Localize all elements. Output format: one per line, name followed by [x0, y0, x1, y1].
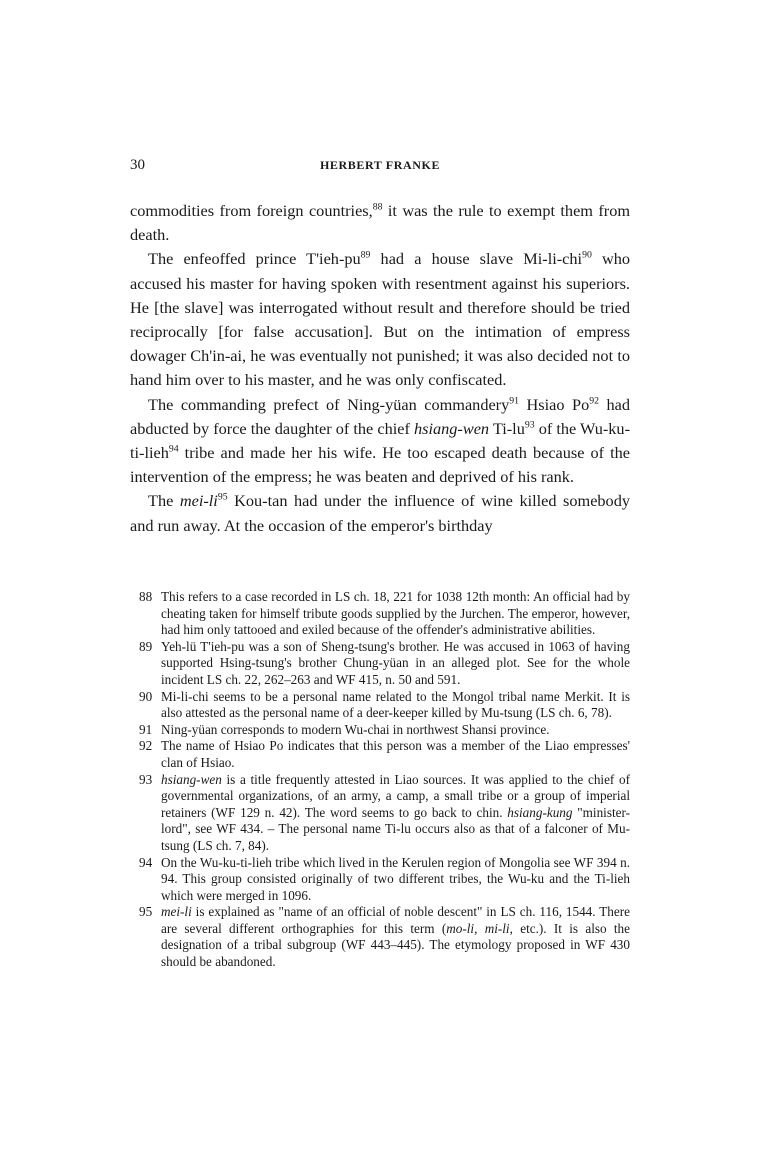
footnote: [139, 904, 630, 970]
footnote-number: 93: [139, 771, 153, 787]
footnote-text: Yeh-lü T'ieh-pu was a son of Sheng-tsung's brother. He was accused in 1063 of having supported Hsing-tsung's brother Chung-yüan in an alleged plot. See for the whole incident LS ch. 22, 262–263 and WF 415, n. 50 and 591.: [161, 638, 630, 687]
footnote-number: 92: [139, 738, 153, 754]
footnotes: [139, 589, 630, 971]
body-paragraph: The mei-$li^{95}$ Kou-tan had under the influence of wine killed somebody and run away. At the occasion of the emperor's birthday: [130, 491, 630, 535]
footnote-text: The name of Hsiao Po indicates that this person was a member of the Liao empresses' clan of Hsiao.: [161, 738, 630, 770]
footnote: [139, 639, 630, 689]
footnote-text: Ning-yüan corresponds to modern Wu-chai in northwest Shansi province.: [161, 721, 550, 737]
footnote-text: On the Wu-ku-ti-lieh tribe which lived in the Kerulen region of Mongolia see WF 394 n. 94. This group consisted originally of two different tribes, the Wu-ku and the Ti-lieh which were merged in 1096.: [161, 854, 630, 903]
body-paragraph: commodities from foreign countries,$^{88}$ it was the rule to exempt them from death.: [130, 201, 631, 245]
footnote-number: 91: [139, 721, 153, 737]
footnote-text: Mi-li-chi seems to be a personal name related to the Mongol tribal name Merkit. It is also attested as the personal name of a deer-keeper killed by Mu-tsung (LS ch. 6, 78).: [161, 688, 630, 721]
footnote-number: 94: [139, 854, 153, 870]
footnote-text: hsiang-wen is a title frequently attested in Liao sources. It was applied to the chief of governmental organizations, of an army, a camp, a small tribe or a group of imperial retainers (WF 129 n. 42). The word seems to go back to chin. hsiang-kung "minister-lord", see WF 434. – The personal name Ti-lu occurs also as that of a falconer of Mu-tsung (LS ch. 7, 84).: [161, 771, 630, 853]
footnote: [139, 772, 630, 855]
footnote: [139, 738, 630, 771]
running-head: HERBERT FRANKE: [319, 158, 441, 172]
footnote: [139, 689, 630, 722]
page-header: [130, 157, 630, 177]
body-paragraph: The commanding prefect of Ning-yüan commandery$^{91}$ Hsiao Po$^{92}$ had abducted by force the daughter of the chief hsiang-wen $Ti-lu^{93}$ of the Wu-ku-ti-lieh$^{94}$ tribe and made her his wife. He too escaped death because of the intervention of the empress; he was beaten and deprived of his rank.: [130, 394, 631, 487]
footnote: [139, 722, 630, 739]
footnote-number: 89: [139, 638, 153, 654]
footnote-text: mei-li is explained as "name of an official of noble descent" in LS ch. 116, 1544. There are several different orthographies for this term (mo-li, mi-li, etc.). It is also the designation of a tribal subgroup (WF 443–445). The etymology proposed in WF 430 should be abandoned.: [161, 904, 630, 970]
footnote-text: This refers to a case recorded in LS ch. 18, 221 for 1038 12th month: An official had by cheating taken for himself tribute goods supplied by the Jurchen. The emperor, however, had him only tattooed and exiled because of the offender's administrative abilities.: [161, 589, 630, 638]
body-text: [130, 199, 630, 538]
footnote: [139, 855, 630, 905]
footnote: [139, 589, 630, 639]
footnote-number: 95: [139, 904, 153, 920]
body-paragraph: The enfeoffed prince $T'ieh-pu^{89}$ had a house slave Mi-li-chi$^{90}$ who accused his master for having spoken with resentment against his superiors. He [the slave] was interrogated without result and therefore should be tried reciprocally [for false accusation]. But on the intimation of empress dowager Ch'in-ai, he was eventually not punished; it was also decided not to hand him over to his master, and he was only confiscated.: [130, 249, 631, 390]
footnote-number: 88: [139, 589, 153, 604]
footnote-number: 90: [139, 688, 153, 704]
page-number: 30: [130, 157, 145, 173]
